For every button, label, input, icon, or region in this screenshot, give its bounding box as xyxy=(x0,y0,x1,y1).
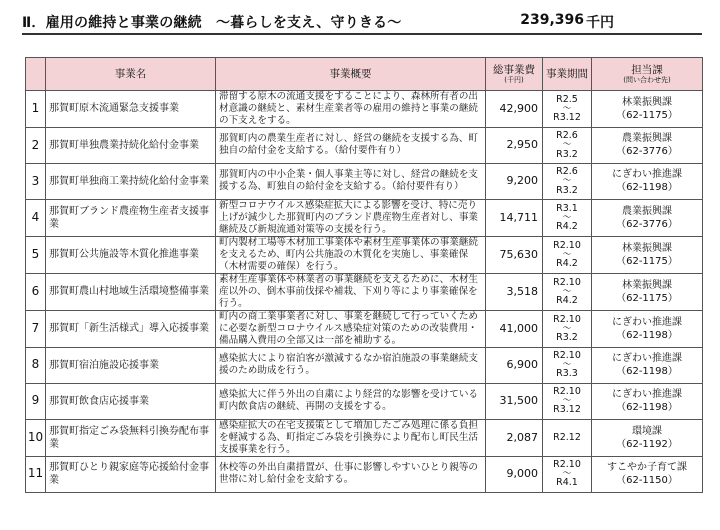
period-tilde: ～ xyxy=(562,212,572,223)
header-amount-label: 総事業費 xyxy=(493,63,535,76)
period-tilde: ～ xyxy=(562,176,572,187)
table-row xyxy=(26,419,703,456)
project-name: 那賀町ひとり親家庭等応援給付金事業 xyxy=(46,456,216,492)
project-dept xyxy=(592,273,703,310)
project-period xyxy=(543,199,592,236)
project-summary: 素材生産事業体や林業者の事業継続を支えるために、木材生産以外の、倒木事前伐採や補栽、下刈り等により事業確保を行う。 xyxy=(216,273,486,310)
project-summary: 那賀町内の中小企業・個人事業主等に対し、経営の継続を支援する為、町独自の給付金を支給する。（給付要件有り） xyxy=(216,163,486,199)
dept-phone: （62-3776） xyxy=(616,218,678,230)
project-amount: 3,518 xyxy=(486,273,543,310)
period-single: R2.12 xyxy=(553,431,581,443)
dept-name: にぎわい推進課 xyxy=(612,316,682,328)
project-name: 那賀町指定ごみ袋無料引換券配布事業 xyxy=(46,419,216,456)
dept-phone: （62-1198） xyxy=(616,366,678,378)
dept-name: にぎわい推進課 xyxy=(612,389,682,401)
period-start: R2.10 xyxy=(553,459,581,471)
table-row xyxy=(26,91,703,128)
period-tilde: ～ xyxy=(562,323,572,334)
project-amount: 14,711 xyxy=(486,199,543,236)
period-start: R2.5 xyxy=(556,93,578,105)
dept-phone: （62-1198） xyxy=(616,402,678,414)
period-tilde: ～ xyxy=(562,103,572,114)
project-dept xyxy=(592,310,703,347)
project-summary: 新型コロナウイルス感染症拡大による影響を受け、特に売り上げが減少した那賀町内のブランド農産物生産者対し、事業継続及び新規流通対策等の支援を行う。 xyxy=(216,199,486,236)
project-amount: 41,000 xyxy=(486,310,543,347)
project-dept xyxy=(592,456,703,492)
header-amount-unit: (千円) xyxy=(504,76,524,84)
dept-phone: （62-1198） xyxy=(616,329,678,341)
period-start: R3.1 xyxy=(556,202,578,214)
row-number: 8 xyxy=(26,347,46,383)
header-no xyxy=(26,58,46,91)
header-amount xyxy=(486,58,543,91)
dept-name: 農業振興課 xyxy=(622,205,672,217)
period-end: R3.2 xyxy=(556,148,578,160)
project-period xyxy=(543,310,592,347)
table-row xyxy=(26,163,703,199)
project-dept xyxy=(592,127,703,163)
period-end: R3.3 xyxy=(556,368,578,380)
period-end: R4.2 xyxy=(556,220,578,232)
project-period xyxy=(543,91,592,128)
project-amount: 42,900 xyxy=(486,91,543,128)
project-dept xyxy=(592,383,703,419)
period-end: R4.2 xyxy=(556,294,578,306)
project-name: 那賀町ブランド農産物生産者支援事業 xyxy=(46,199,216,236)
header-underline xyxy=(22,33,702,35)
row-number: 10 xyxy=(26,419,46,456)
project-amount: 9,000 xyxy=(486,456,543,492)
dept-name: にぎわい推進課 xyxy=(612,353,682,365)
table-row xyxy=(26,273,703,310)
period-start: R2.6 xyxy=(556,166,578,178)
row-number: 1 xyxy=(26,91,46,128)
header-summary: 事業概要 xyxy=(216,58,486,91)
project-summary: 町内の商工業事業者に対し、事業を継続して行っていくために必要な新型コロナウイルス感染症対策のための改装費用・備品購入費用の全部又は一部を補助する。 xyxy=(216,310,486,347)
project-dept xyxy=(592,419,703,456)
total-amount: 239,396 xyxy=(520,12,584,28)
project-summary: 感染拡大に伴う外出の自粛により経営的な影響を受けている町内飲食店の継続、再開の支援をする。 xyxy=(216,383,486,419)
period-start: R2.10 xyxy=(553,239,581,251)
dept-name: 林業振興課 xyxy=(622,279,672,291)
table-row xyxy=(26,310,703,347)
row-number: 3 xyxy=(26,163,46,199)
period-start: R2.10 xyxy=(553,313,581,325)
project-summary: 感染拡大により宿泊客が激減するなか宿泊施設の事業継続支援のため助成を行う。 xyxy=(216,347,486,383)
project-summary: 休校等の外出自粛措置が、仕事に影響しやすいひとり親等の世帯に対し給付金を支給する。 xyxy=(216,456,486,492)
header-period: 事業期間 xyxy=(543,58,592,91)
period-start: R2.10 xyxy=(553,386,581,398)
project-period xyxy=(543,383,592,419)
dept-phone: （62-1192） xyxy=(616,438,678,450)
dept-phone: （62-1175） xyxy=(616,109,678,121)
project-summary: 那賀町内の農業生産者に対し、経営の継続を支援する為、町独自の給付金を支給する。（給付要件有り） xyxy=(216,127,486,163)
period-start: R2.10 xyxy=(553,276,581,288)
project-summary: 町内製材工場等木材加工事業体や素材生産事業体の事業継続を支えるため、町内公共施設の木質化を実施し、事業確保（木材需要の確保）を行う。 xyxy=(216,236,486,273)
row-number: 5 xyxy=(26,236,46,273)
project-period xyxy=(543,236,592,273)
period-tilde: ～ xyxy=(562,360,572,371)
table-row xyxy=(26,236,703,273)
project-name: 那賀町農山村地域生活環境整備事業 xyxy=(46,273,216,310)
project-amount: 75,630 xyxy=(486,236,543,273)
project-dept xyxy=(592,163,703,199)
project-amount: 2,087 xyxy=(486,419,543,456)
project-dept xyxy=(592,91,703,128)
project-name: 那賀町宿泊施設応援事業 xyxy=(46,347,216,383)
project-name: 那賀町「新生活様式」導入応援事業 xyxy=(46,310,216,347)
section-title: Ⅱ．雇用の維持と事業の継続 ～暮らしを支え、守りきる～ xyxy=(22,15,402,31)
project-period xyxy=(543,163,592,199)
projects-table xyxy=(25,57,703,493)
dept-phone: （62-1198） xyxy=(616,182,678,194)
project-amount: 31,500 xyxy=(486,383,543,419)
dept-phone: （62-1150） xyxy=(616,475,678,487)
period-end: R3.12 xyxy=(553,112,581,124)
period-tilde: ～ xyxy=(562,140,572,151)
table-row xyxy=(26,199,703,236)
period-tilde: ～ xyxy=(562,286,572,297)
project-period xyxy=(543,273,592,310)
row-number: 6 xyxy=(26,273,46,310)
period-start: R2.6 xyxy=(556,130,578,142)
project-name: 那賀町飲食店応援事業 xyxy=(46,383,216,419)
total-amount-unit: 千円 xyxy=(586,15,614,31)
table-row xyxy=(26,383,703,419)
dept-phone: （62-1175） xyxy=(616,255,678,267)
dept-name: 環境課 xyxy=(632,425,662,437)
row-number: 9 xyxy=(26,383,46,419)
project-period xyxy=(543,347,592,383)
row-number: 2 xyxy=(26,127,46,163)
header-dept-sub: (問い合わせ先) xyxy=(623,76,671,84)
dept-name: 林業振興課 xyxy=(622,96,672,108)
project-dept xyxy=(592,347,703,383)
header-name: 事業名 xyxy=(46,58,216,91)
table-row xyxy=(26,347,703,383)
period-end: R3.2 xyxy=(556,331,578,343)
row-number: 4 xyxy=(26,199,46,236)
project-name: 那賀町単独商工業持続化給付金事業 xyxy=(46,163,216,199)
project-period xyxy=(543,127,592,163)
header-dept xyxy=(592,58,703,91)
project-dept xyxy=(592,199,703,236)
project-amount: 9,200 xyxy=(486,163,543,199)
period-end: R4.1 xyxy=(556,477,578,489)
period-tilde: ～ xyxy=(562,469,572,480)
project-name: 那賀町公共施設等木質化推進事業 xyxy=(46,236,216,273)
period-start: R2.10 xyxy=(553,350,581,362)
dept-name: にぎわい推進課 xyxy=(612,169,682,181)
project-period xyxy=(543,419,592,456)
project-summary: 感染症拡大の在宅支援策として増加したごみ処理に係る負担を軽減する為、町指定ごみ袋を引換券により配布し町民生活支援事業を行う。 xyxy=(216,419,486,456)
table-row xyxy=(26,456,703,492)
dept-phone: （62-3776） xyxy=(616,146,678,158)
project-name: 那賀町単独農業持続化給付金事業 xyxy=(46,127,216,163)
project-amount: 2,950 xyxy=(486,127,543,163)
period-tilde: ～ xyxy=(562,249,572,260)
project-dept xyxy=(592,236,703,273)
period-end: R3.12 xyxy=(553,404,581,416)
dept-name: すこやか子育て課 xyxy=(607,462,687,474)
section-header xyxy=(22,12,702,34)
dept-name: 林業振興課 xyxy=(622,242,672,254)
period-end: R3.2 xyxy=(556,184,578,196)
dept-phone: （62-1175） xyxy=(616,292,678,304)
table-row xyxy=(26,127,703,163)
row-number: 7 xyxy=(26,310,46,347)
project-period xyxy=(543,456,592,492)
project-amount: 6,900 xyxy=(486,347,543,383)
period-tilde: ～ xyxy=(562,396,572,407)
table-header-row xyxy=(26,58,703,91)
project-name: 那賀町原木流通緊急支援事業 xyxy=(46,91,216,128)
row-number: 11 xyxy=(26,456,46,492)
period-end: R4.2 xyxy=(556,257,578,269)
header-dept-label: 担当課 xyxy=(631,63,663,76)
dept-name: 農業振興課 xyxy=(622,133,672,145)
project-summary: 滞留する原木の流通支援をすることにより、森林所有者の出材意識の継続と、素材生産業者等の雇用の維持と事業の継続の下支えをする。 xyxy=(216,91,486,128)
